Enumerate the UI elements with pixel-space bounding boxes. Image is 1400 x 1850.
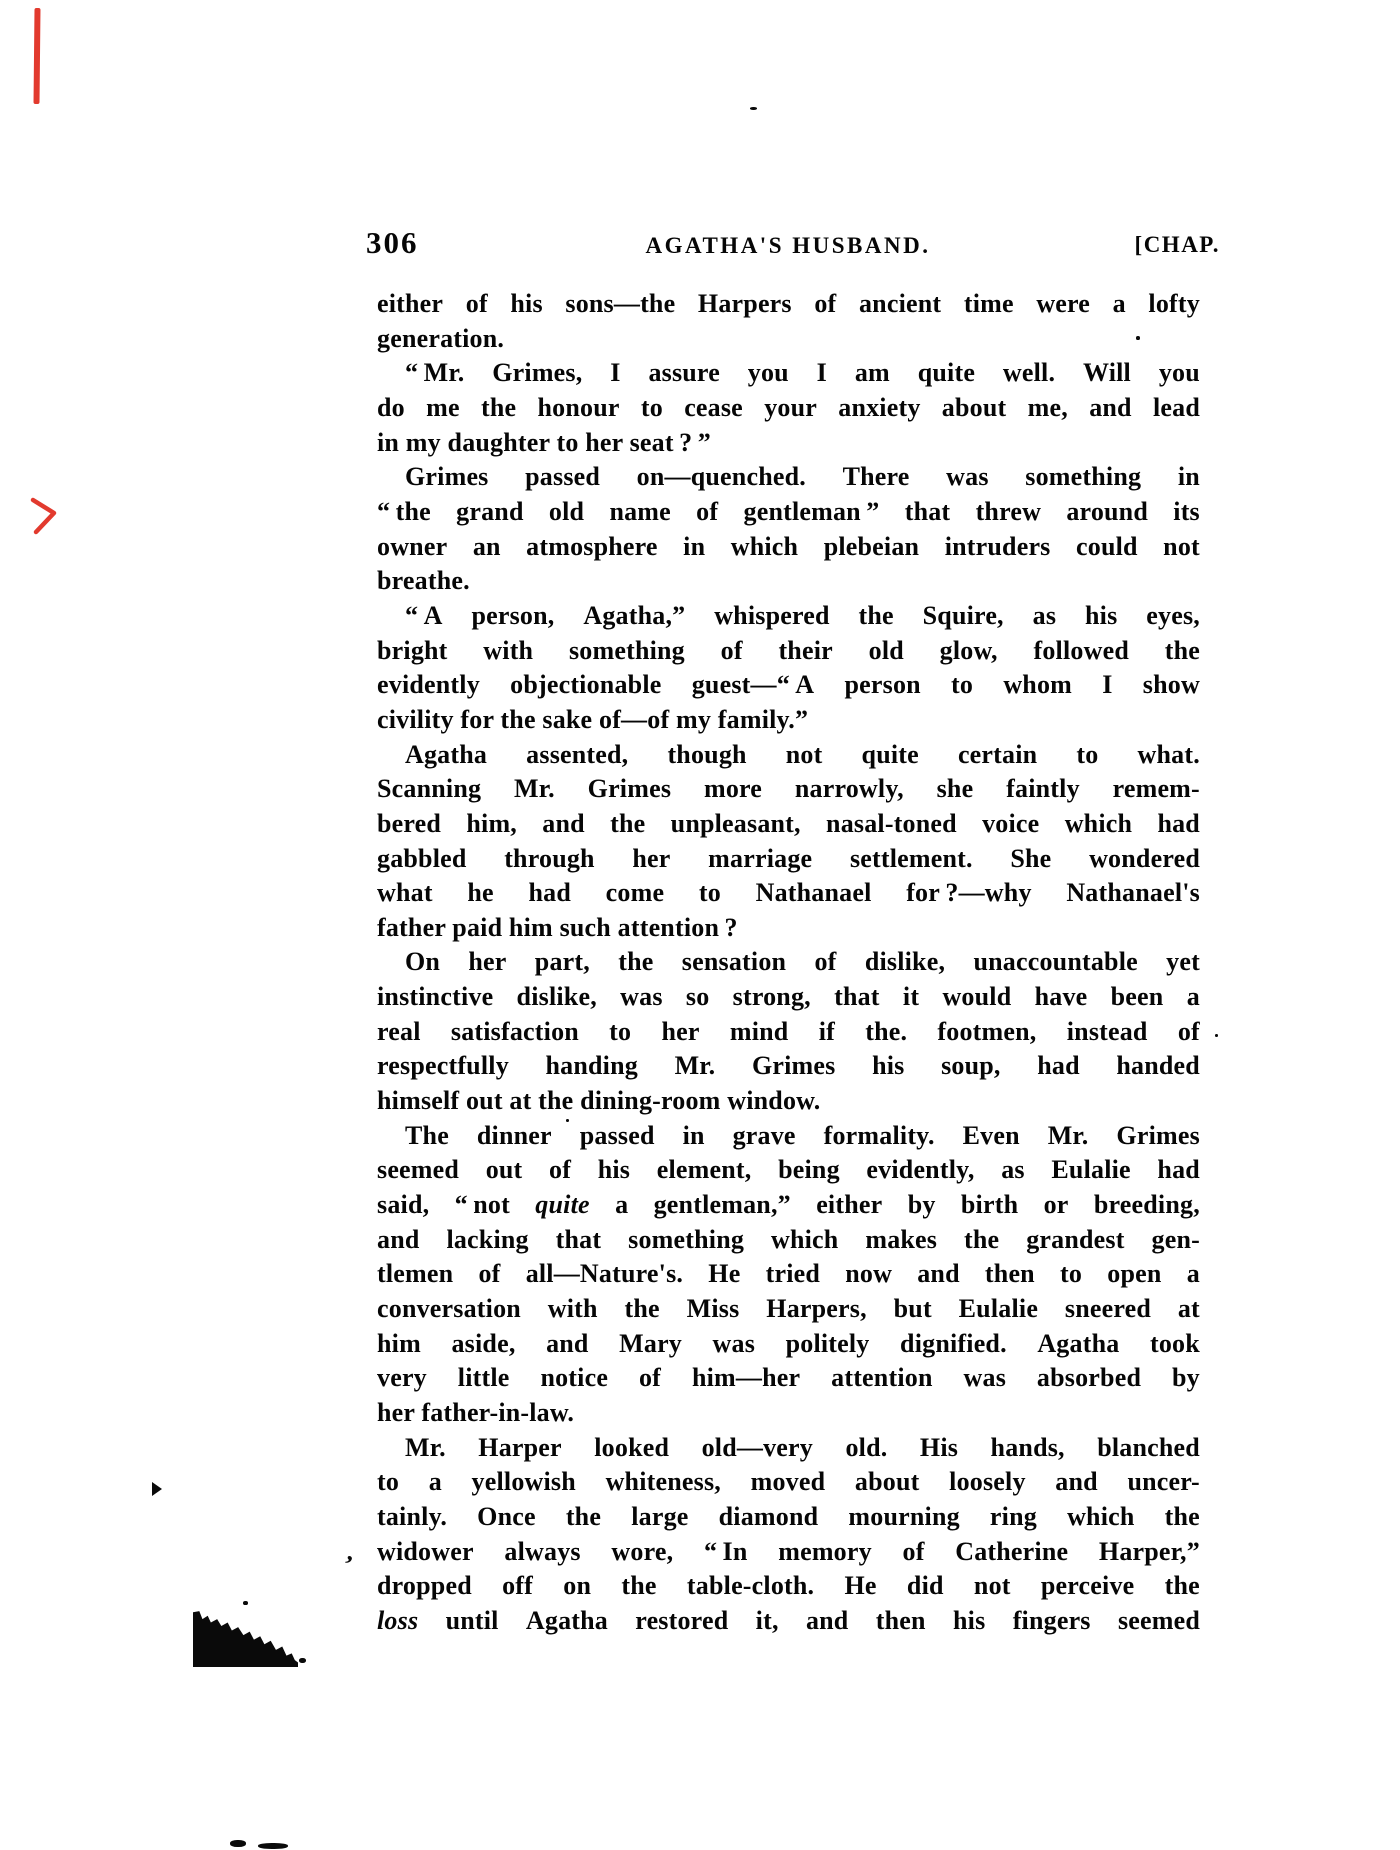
text-line: generation. <box>377 323 505 353</box>
text-line: “ the grand old name of gentleman ” that threw around its <box>377 496 1200 526</box>
ink-speck <box>299 1658 306 1663</box>
ink-speck <box>1136 336 1140 340</box>
text-line: evidently objectionable guest—“ A person to whom I show <box>377 670 1200 700</box>
text-line: tlemen of all—Nature's. He tried now and then to open a <box>377 1259 1200 1289</box>
text-line: conversation with the Miss Harpers, but Eulalie sneered at <box>377 1294 1200 1324</box>
text-line: bered him, and the unpleasant, nasal-toned voice which had <box>377 808 1200 838</box>
ink-speck <box>1215 1034 1218 1037</box>
text-line: instinctive dislike, was so strong, that it would have been a <box>377 982 1200 1012</box>
text-line: to a yellowish whiteness, moved about loosely and uncer- <box>377 1467 1200 1497</box>
text-line: himself out at the dining-room window. <box>377 1086 821 1116</box>
ink-blot <box>193 1610 298 1667</box>
text-line: On her part, the sensation of dislike, unaccountable yet <box>405 947 1200 977</box>
ink-speck <box>750 107 757 110</box>
text-line: what he had come to Nathanael for ?—why Nathanael's <box>377 878 1200 908</box>
text-line: The dinner passed in grave formality. Even Mr. Grimes <box>405 1120 1200 1150</box>
text-line: loss until Agatha restored it, and then his fingers seemed <box>377 1605 1200 1635</box>
text-line: civility for the sake of—of my family.” <box>377 704 809 734</box>
red-edge-line <box>33 8 40 104</box>
red-pen-mark <box>28 496 62 536</box>
text-line: and lacking that something which makes the grandest gen- <box>377 1224 1200 1254</box>
text-block <box>377 287 1200 1639</box>
text-line: him aside, and Mary was politely dignified. Agatha took <box>377 1328 1200 1358</box>
ink-speck <box>230 1840 246 1847</box>
text-line: Scanning Mr. Grimes more narrowly, she faintly remem- <box>377 774 1200 804</box>
text-line: Agatha assented, though not quite certain to what. <box>405 739 1200 769</box>
running-title: AGATHA'S HUSBAND. <box>645 233 931 258</box>
margin-flag-mark <box>152 1482 162 1496</box>
text-line: either of his sons—the Harpers of ancient time were a lofty <box>377 289 1200 318</box>
text-line: do me the honour to cease your anxiety about me, and lead <box>377 392 1200 422</box>
text-line: Grimes passed on—quenched. There was something in <box>405 462 1200 492</box>
text-line: respectfully handing Mr. Grimes his soup, had handed <box>377 1051 1200 1081</box>
text-line: bright with something of their old glow, followed the <box>377 635 1200 665</box>
text-line: Mr. Harper looked old—very old. His hands, blanched <box>405 1432 1200 1462</box>
text-line: gabbled through her marriage settlement. She wondered <box>377 843 1200 873</box>
text-line: said, “ not quite a gentleman,” either by birth or breeding, <box>377 1190 1200 1220</box>
text-line: “ A person, Agatha,” whispered the Squire, as his eyes, <box>405 600 1200 630</box>
ink-speck <box>243 1601 248 1605</box>
text-line: widower always wore, “ In memory of Catherine Harper,” <box>377 1536 1200 1566</box>
text-line: owner an atmosphere in which plebeian intruders could not <box>377 531 1200 561</box>
ink-speck <box>258 1843 288 1849</box>
chapter-mark: [CHAP. <box>1134 232 1220 257</box>
ink-speck <box>566 1119 569 1122</box>
page-number: 306 <box>366 225 419 260</box>
text-line: in my daughter to her seat ? ” <box>377 427 711 457</box>
text-line: tainly. Once the large diamond mourning ring which the <box>377 1501 1200 1531</box>
text-line: father paid him such attention ? <box>377 912 738 942</box>
stray-pen-stroke: ’ <box>338 1549 357 1580</box>
text-line: “ Mr. Grimes, I assure you I am quite well. Will you <box>405 358 1200 388</box>
text-line: dropped off on the table-cloth. He did not perceive the <box>377 1571 1200 1601</box>
text-line: very little notice of him—her attention was absorbed by <box>377 1363 1200 1393</box>
text-line: real satisfaction to her mind if the. footmen, instead of <box>377 1016 1200 1046</box>
text-line: breathe. <box>377 566 470 596</box>
text-line: her father-in-law. <box>377 1398 575 1427</box>
text-line: seemed out of his element, being evidently, as Eulalie had <box>377 1155 1200 1185</box>
